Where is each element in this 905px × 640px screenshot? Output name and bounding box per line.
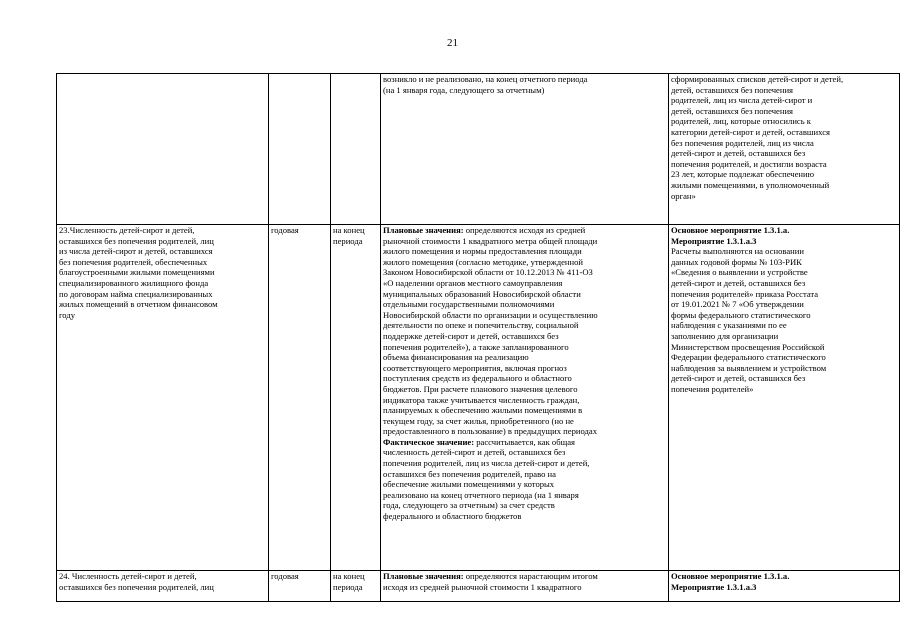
cell-line: [383, 85, 666, 96]
source-cell: [669, 74, 900, 225]
table-row: [57, 225, 900, 571]
line-text: 23 лет, которые подлежат обеспечению: [671, 169, 815, 180]
cell-line: [671, 320, 897, 331]
cell-line: из числа детей-сирот и детей, оставшихся: [59, 246, 213, 257]
line-text: Новосибирской области по организации и осуществлению: [383, 309, 598, 320]
cell-line: [383, 342, 666, 353]
bold-text: Основное мероприятие 1.3.1.а.: [671, 225, 790, 235]
line-text: предоставленного в пользование) в предыдущих периодах: [383, 426, 598, 437]
cell-line: [671, 310, 897, 321]
cell-line: [671, 331, 897, 342]
cell-line: [671, 246, 897, 257]
line-text: родителей, лиц из числа детей-сирот и: [671, 95, 813, 106]
line-text: рассчитывается, как общая: [474, 436, 575, 447]
line-text: формы федерального статистического: [671, 309, 811, 320]
bold-text: Плановые значения:: [383, 225, 464, 235]
line-text: жилого помещения (согласно методике, утвержденной: [383, 256, 583, 267]
frequency-cell: [269, 225, 331, 571]
cell-line: периода: [333, 235, 363, 246]
line-text: поддержке детей-сирот и детей, оставшихся без: [383, 330, 559, 341]
cell-line: [383, 352, 666, 363]
cell-line: [383, 490, 666, 501]
line-text: детей, оставшихся без попечения: [671, 105, 793, 116]
table-row: [57, 74, 900, 225]
line-text: детей-сирот и детей, оставшихся без: [671, 373, 806, 384]
line-text: поступления средств из федерального и областного: [383, 373, 572, 384]
line-text: заполнению для организации: [671, 330, 779, 341]
cell-line: году: [59, 309, 76, 320]
method-cell: [381, 571, 669, 602]
line-text: оставшихся без попечения родителей, право на: [383, 468, 556, 479]
frequency-cell: [269, 74, 331, 225]
cell-line: [383, 267, 666, 278]
line-text: наблюдения с указаниями по ее: [671, 320, 787, 331]
period-cell: [331, 225, 381, 571]
line-text: орган»: [671, 190, 696, 201]
line-text: данных годовой формы № 103-РИК: [671, 256, 802, 267]
method-cell: [381, 225, 669, 571]
cell-line: специализированного жилищного фонда: [59, 277, 209, 288]
period-cell: [331, 74, 381, 225]
line-text: «О наделении органов местного самоуправления: [383, 277, 563, 288]
cell-line: [671, 267, 897, 278]
cell-line: [671, 169, 897, 180]
cell-line: [383, 363, 666, 374]
cell-line: [671, 582, 897, 593]
cell-line: [383, 257, 666, 268]
cell-line: без попечения родителей, обеспеченных: [59, 256, 208, 267]
cell-line: [383, 511, 666, 522]
line-text: категории детей-сирот и детей, оставшихся: [671, 126, 830, 137]
indicator-cell: [57, 225, 269, 571]
cell-line: оставшихся без попечения родителей, лиц: [59, 235, 214, 246]
page-number: 21: [447, 37, 458, 49]
indicator-cell: [57, 74, 269, 225]
cell-line: [383, 416, 666, 427]
cell-line: [383, 310, 666, 321]
cell-line: [383, 437, 666, 448]
cell-line: [383, 373, 666, 384]
cell-line: [671, 116, 897, 127]
line-text: детей, оставшихся без попечения: [671, 84, 793, 95]
cell-line: [671, 352, 897, 363]
cell-line: [383, 426, 666, 437]
cell-line: благоустроенными жилыми помещениями: [59, 267, 215, 278]
frequency-text: годовая: [271, 225, 299, 235]
line-text: планируемых к обеспечению жилыми помещениями в: [383, 405, 583, 416]
bold-text: Мероприятие 1.3.1.а.3: [671, 581, 757, 592]
line-text: Федерации федерального статистического: [671, 352, 826, 363]
cell-line: [383, 331, 666, 342]
line-text: федерального и областного бюджетов: [383, 511, 522, 522]
cell-line: [383, 571, 666, 582]
cell-line: [383, 225, 666, 236]
cell-line: [671, 289, 897, 300]
bold-text: Плановые значения:: [383, 571, 464, 581]
cell-line: [383, 299, 666, 310]
frequency-cell: [269, 571, 331, 602]
line-text: наблюдения за выявлением и устройством: [671, 362, 827, 373]
line-text: попечения родителей, и достигли возраста: [671, 158, 827, 169]
line-text: рыночной стоимости 1 квадратного метра общей площади: [383, 235, 598, 246]
line-text: бюджетов. При расчете планового значения целевого: [383, 383, 578, 394]
line-text: попечения родителей»), а также запланированного: [383, 341, 569, 352]
cell-line: [671, 159, 897, 170]
cell-line: [671, 127, 897, 138]
cell-line: [671, 363, 897, 374]
line-text: Расчеты выполняются на основании: [671, 246, 804, 257]
cell-line: [671, 373, 897, 384]
cell-line: [671, 180, 897, 191]
line-text: исходя из средней рыночной стоимости 1 квадратного: [383, 581, 582, 592]
cell-line: [671, 384, 897, 395]
cell-line: на конец: [333, 571, 365, 581]
cell-line: 23.Численность детей-сирот и детей,: [59, 225, 195, 235]
indicators-table: [56, 73, 900, 602]
cell-line: [383, 246, 666, 257]
cell-line: [671, 191, 897, 202]
cell-line: [383, 289, 666, 300]
cell-line: [671, 148, 897, 159]
cell-line: [383, 395, 666, 406]
cell-line: [671, 95, 897, 106]
bold-text: Основное мероприятие 1.3.1.а.: [671, 571, 790, 581]
line-text: Министерством просвещения Российской: [671, 341, 825, 352]
bold-text: Фактическое значение:: [383, 436, 475, 447]
line-text: сформированных списков детей-сирот и детей,: [671, 74, 844, 84]
cell-line: [383, 479, 666, 490]
frequency-text: годовая: [271, 571, 299, 581]
cell-line: [671, 236, 897, 247]
bold-text: Мероприятие 1.3.1.а.3: [671, 235, 757, 246]
line-text: года, следующего за отчетным) за счет средств: [383, 500, 555, 511]
line-text: детей-сирот и детей, оставшихся без: [671, 148, 806, 159]
source-cell: [669, 571, 900, 602]
source-cell: [669, 225, 900, 571]
line-text: определяются нарастающим итогом: [463, 571, 598, 581]
indicator-cell: [57, 571, 269, 602]
cell-line: оставшихся без попечения родителей, лиц: [59, 581, 214, 592]
cell-line: [671, 138, 897, 149]
line-text: возникло и не реализовано, на конец отчетного периода: [383, 74, 588, 84]
line-text: реализовано на конец отчетного периода (на 1 января: [383, 489, 579, 500]
line-text: обеспечение жилыми помещениями у которых: [383, 479, 555, 490]
line-text: отдельными государственными полномочиями: [383, 299, 555, 310]
line-text: определяются исходя из средней: [463, 225, 586, 235]
cell-line: [671, 257, 897, 268]
period-cell: [331, 571, 381, 602]
line-text: родителей, лиц, которые относились к: [671, 116, 811, 127]
cell-line: на конец: [333, 225, 365, 235]
cell-line: [383, 469, 666, 480]
cell-line: [383, 320, 666, 331]
cell-line: [671, 74, 897, 85]
line-text: соответствующего мероприятия, включая прогноз: [383, 362, 567, 373]
cell-line: [383, 447, 666, 458]
line-text: (на 1 января года, следующего за отчетным): [383, 84, 545, 95]
line-text: попечения родителей» приказа Росстата: [671, 288, 819, 299]
line-text: от 19.01.2021 № 7 «Об утверждении: [671, 299, 804, 310]
cell-line: [671, 571, 897, 582]
line-text: попечения родителей, лиц из числа детей-сирот и детей,: [383, 458, 590, 469]
cell-line: [383, 500, 666, 511]
line-text: попечения родителей»: [671, 383, 754, 394]
line-text: деятельности по опеке и попечительству, социальной: [383, 320, 579, 331]
line-text: численность детей-сирот и детей, оставшихся без: [383, 447, 566, 458]
cell-line: [383, 74, 666, 85]
cell-line: [383, 278, 666, 289]
cell-line: [383, 405, 666, 416]
table-row: [57, 571, 900, 602]
cell-line: [671, 85, 897, 96]
cell-line: [671, 278, 897, 289]
line-text: текущем году, за счет жилья, приобретенного (но не: [383, 415, 574, 426]
line-text: объема финансирования на реализацию: [383, 352, 529, 363]
cell-line: [383, 458, 666, 469]
line-text: индикатора также учитывается численность граждан,: [383, 394, 580, 405]
cell-line: [671, 225, 897, 236]
cell-line: 24. Численность детей-сирот и детей,: [59, 571, 197, 581]
cell-line: [671, 299, 897, 310]
cell-line: [383, 384, 666, 395]
method-cell: [381, 74, 669, 225]
cell-line: [671, 106, 897, 117]
line-text: «Сведения о выявлении и устройстве: [671, 267, 808, 278]
line-text: жилого помещения и нормы предоставления площади: [383, 246, 582, 257]
cell-line: жилых помещений в отчетном финансовом: [59, 299, 218, 310]
cell-line: [383, 582, 666, 593]
line-text: Законом Новосибирской области от 10.12.2013 № 411-ОЗ: [383, 267, 593, 278]
cell-line: [383, 236, 666, 247]
line-text: жилыми помещениями, в уполномоченный: [671, 179, 830, 190]
cell-line: периода: [333, 581, 363, 592]
cell-line: [671, 342, 897, 353]
cell-line: по договорам найма специализированных: [59, 288, 213, 299]
line-text: без попечения родителей, лиц из числа: [671, 137, 814, 148]
line-text: детей-сирот и детей, оставшихся без: [671, 277, 806, 288]
line-text: муниципальных образований Новосибирской области: [383, 288, 581, 299]
